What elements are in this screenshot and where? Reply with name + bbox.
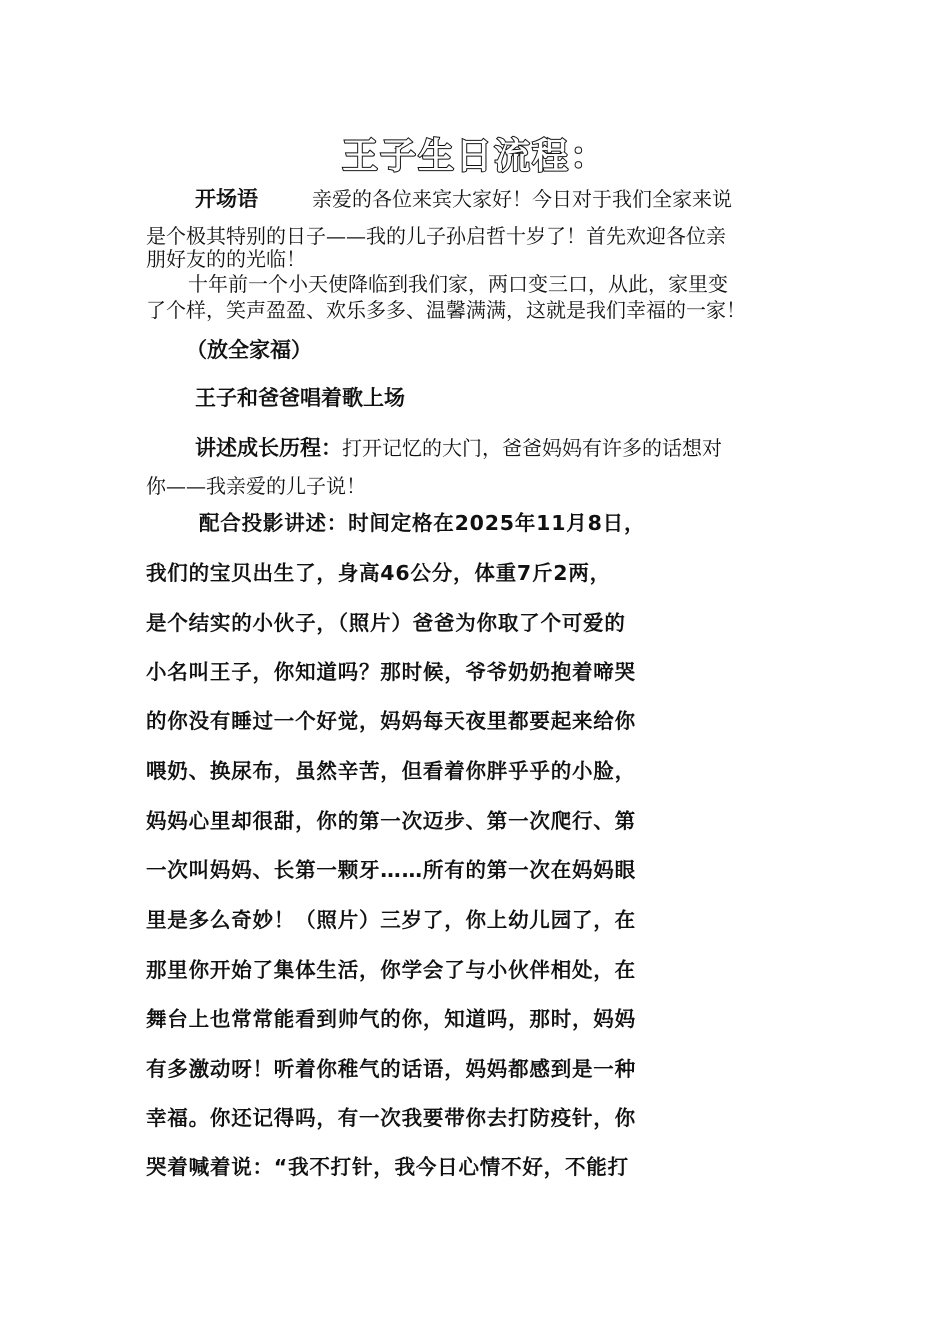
opening-line-4: 十年前一个小天使降临到我们家，两口变三口，从此，家里变 [188,272,728,296]
opening-line-1 [146,186,732,212]
photo-note: （放全家福） [186,338,312,362]
opening-line-3: 朋好友的的光临！ [146,247,306,271]
narration-line: 一次叫妈妈、长第一颗牙……所有的第一次在妈妈眼 [146,858,636,882]
opening-text-1: 亲爱的各位来宾大家好！今日对于我们全家来说 [312,187,732,211]
narration-line: 那里你开始了集体生活，你学会了与小伙伴相处，在 [146,958,636,982]
opening-line-2: 是个极其特别的日子——我的儿子孙启哲十岁了！首先欢迎各位亲 [146,224,726,248]
growth-text-1: 打开记忆的大门，爸爸妈妈有许多的话想对 [342,436,722,460]
growth-line-2: 你——我亲爱的儿子说！ [146,474,366,498]
narration-line: 幸福。你还记得吗，有一次我要带你去打防疫针，你 [146,1106,636,1130]
narration-line: 里是多么奇妙！（照片）三岁了，你上幼儿园了，在 [146,908,636,932]
opening-line-5: 了个样，笑声盈盈、欢乐多多、温馨满满，这就是我们幸福的一家！ [146,298,746,322]
opening-label: 开场语 [195,187,258,211]
narration-line: 舞台上也常常能看到帅气的你，知道吗，那时，妈妈 [146,1007,636,1031]
narration-line: 喂奶、换尿布，虽然辛苦，但看着你胖乎乎的小脸， [146,759,636,783]
narration-line: 是个结实的小伙子，（照片）爸爸为你取了个可爱的 [146,611,626,635]
narration-line: 有多激动呀！听着你稚气的话语，妈妈都感到是一种 [146,1057,636,1081]
narration-line: 配合投影讲述：时间定格在2025年11月8日， [199,511,646,535]
growth-line-1 [146,435,722,461]
narration-line: 我们的宝贝出生了，身高46公分，体重7斤2两， [146,561,611,585]
narration-line: 小名叫王子，你知道吗？那时候，爷爷奶奶抱着啼哭 [146,660,636,684]
entrance-line: 王子和爸爸唱着歌上场 [195,386,405,410]
narration-line: 妈妈心里却很甜，你的第一次迈步、第一次爬行、第 [146,809,636,833]
narration-line: 哭着喊着说：“我不打针，我今日心情不好，不能打 [146,1155,629,1179]
narration-line: 的你没有睡过一个好觉，妈妈每天夜里都要起来给你 [146,709,636,733]
page-title: 王子生日流程： [341,136,608,177]
growth-label: 讲述成长历程： [195,436,342,460]
